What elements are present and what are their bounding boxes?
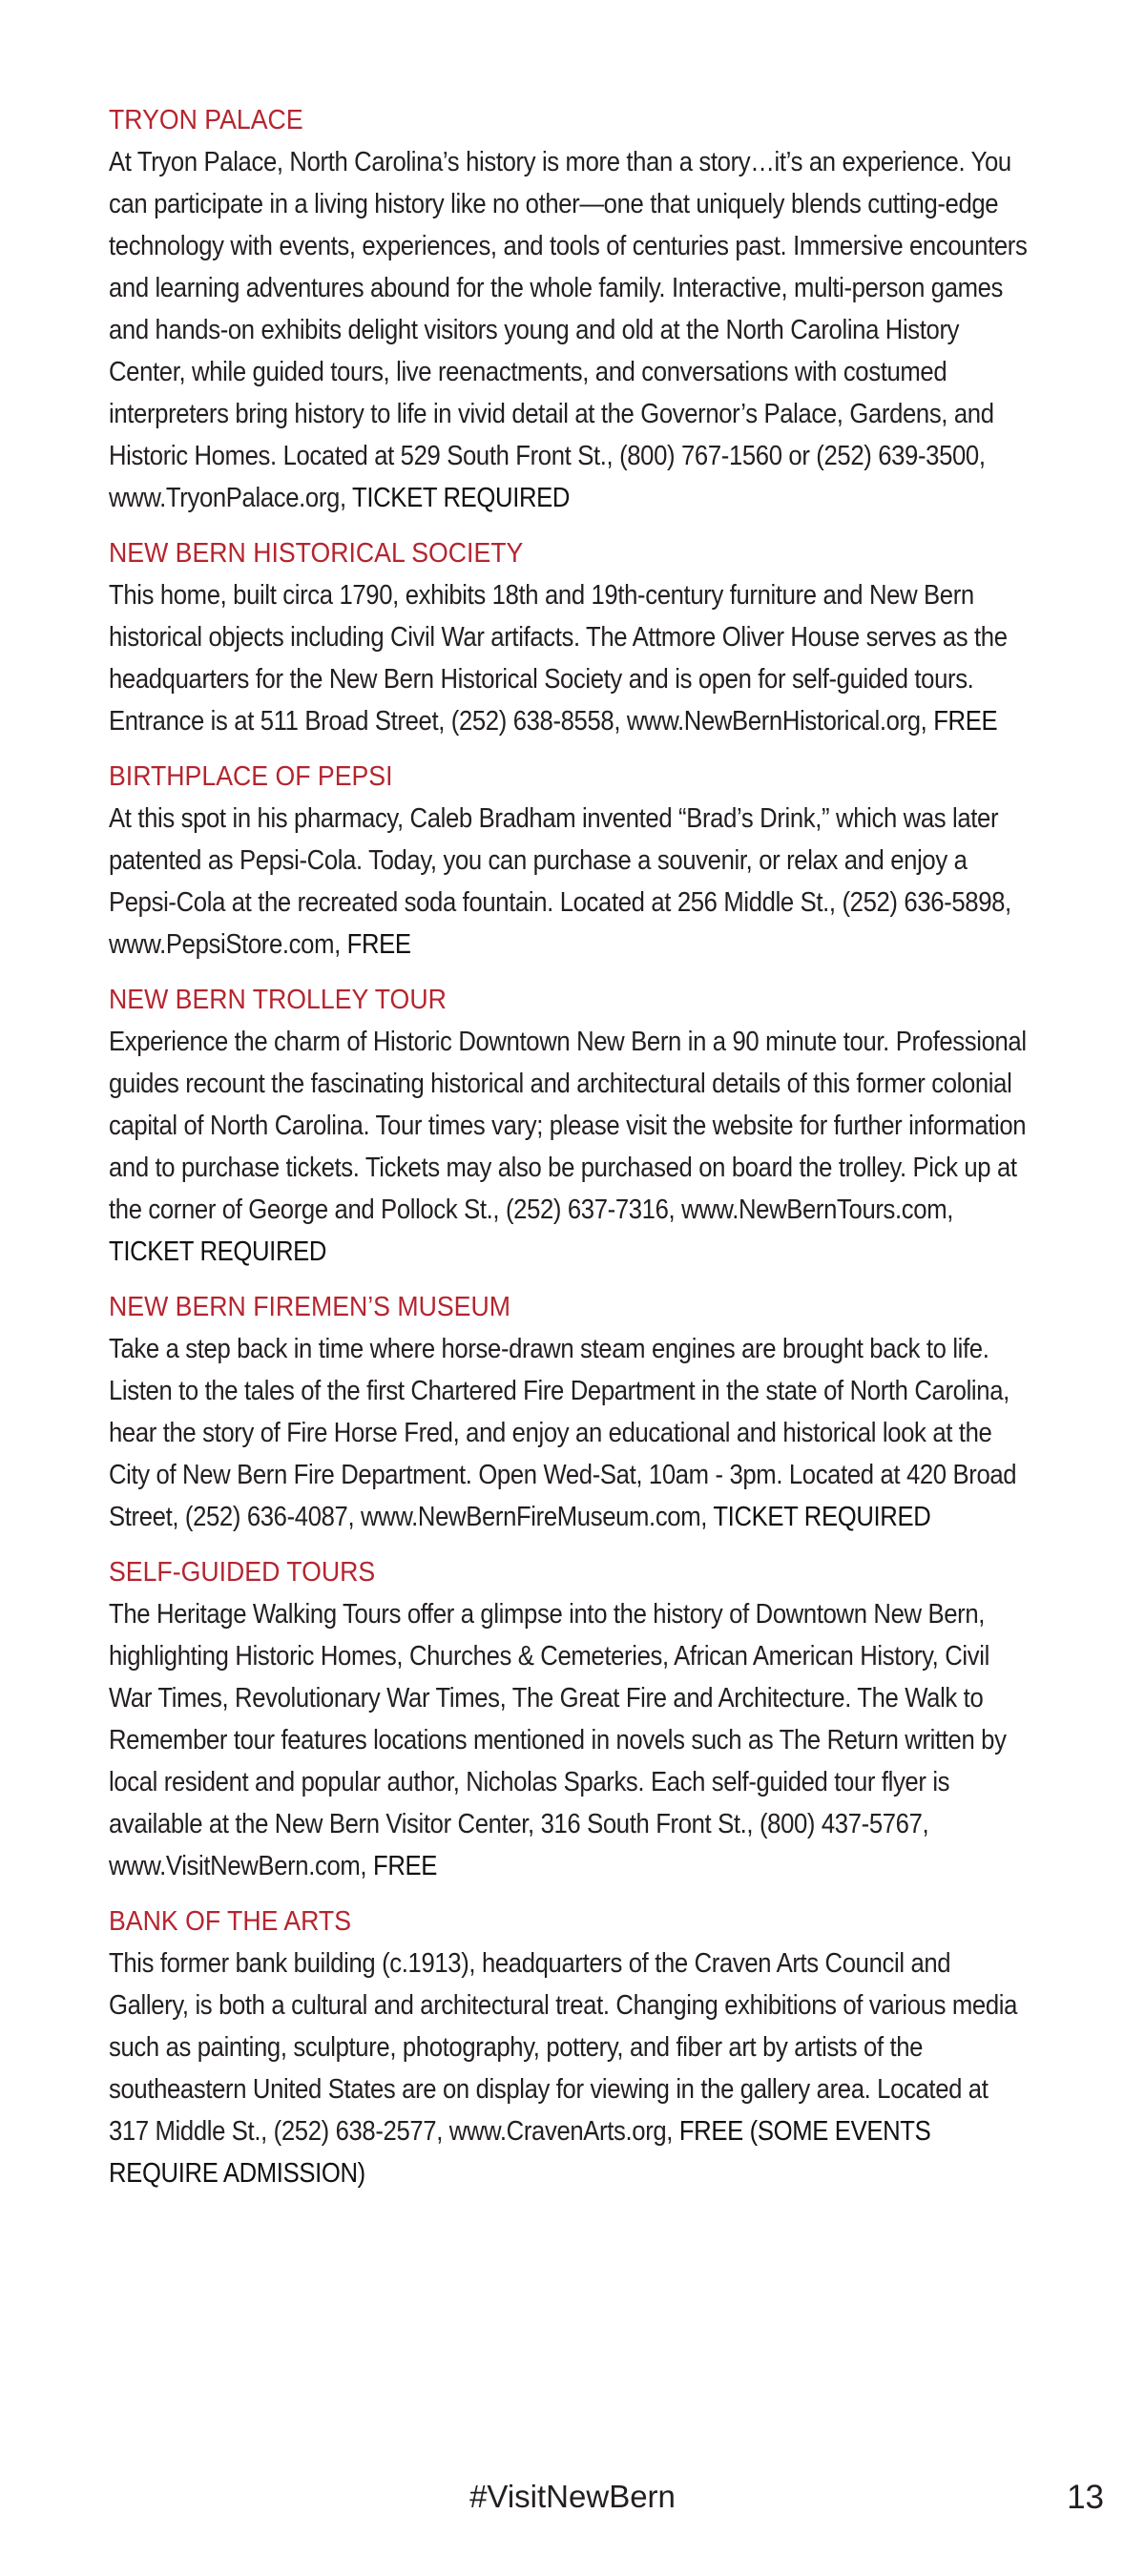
attraction-entry [109, 979, 1053, 1273]
attraction-title: BANK OF THE ARTS [109, 1906, 352, 1937]
attraction-title: NEW BERN TROLLEY TOUR [109, 985, 447, 1015]
page-number: 13 [1067, 2479, 1104, 2516]
admission-label: TICKET REQUIRED [352, 483, 571, 513]
attraction-description [109, 1942, 1030, 2194]
description-text: This former bank building (c.1913), headquarters of the Craven Arts Council and Gallery, is both a cultural and architectural treat. Changing exhibitions of various media such as painting, sculpture, photography, pottery, and fiber art by artists of the southeastern United States are on display for viewing in the gallery area. Located at 317 Middle St., (252) 638-2577, www.CravenArts.org, [109, 1948, 1018, 2147]
admission-label: FREE (SOME EVENTS REQUIRE ADMISSION) [109, 2116, 931, 2189]
attraction-description [109, 141, 1030, 519]
attraction-entry [109, 99, 1053, 519]
admission-label: FREE [346, 929, 411, 960]
attractions-list [109, 99, 1053, 2208]
description-text: Take a step back in time where horse-drawn steam engines are brought back to life. Listen to the tales of the first Chartered Fire Department in the state of North Carolina, hear the story of Fire Horse Fred, and enjoy an educational and historical look at the City of New Bern Fire Department. Open Wed-Sat, 10am - 3pm. Located at 420 Broad Street, (252) 636-4087, www.NewBernFireMuseum.com, [109, 1334, 1017, 1532]
attraction-title: NEW BERN HISTORICAL SOCIETY [109, 538, 524, 569]
description-text: The Heritage Walking Tours offer a glimpse into the history of Downtown New Bern, highlighting Historic Homes, Churches & Cemeteries, African American History, Civil War Times, Revolutionary War Times, The Great Fire and Architecture. The Walk to Remember tour features locations mentioned in novels such as The Return written by local resident and popular author, Nicholas Sparks. Each self-guided tour flyer is available at the New Bern Visitor Center, 316 South Front St., (800) 437-5767, www.VisitNewBern.com, [109, 1599, 1007, 1881]
attraction-title: BIRTHPLACE OF PEPSI [109, 761, 393, 792]
description-text: At Tryon Palace, North Carolina’s history is more than a story…it’s an experience. You can participate in a living history like no other—one that uniquely blends cutting-edge technology with events, experiences, and tools of centuries past. Immersive encounters and learning adventures abound for the whole family. Interactive, multi-person games and hands-on exhibits delight visitors young and old at the North Carolina History Center, while guided tours, live reenactments, and conversations with costumed interpreters bring history to life in vivid detail at the Governor’s Palace, Gardens, and Historic Homes. Located at 529 South Front St., (800) 767-1560 or (252) 639-3500, www.TryonPalace.org, [109, 147, 1028, 513]
attraction-description [109, 574, 1030, 742]
admission-label: FREE [933, 706, 998, 737]
admission-label: FREE [372, 1851, 438, 1881]
description-text: At this spot in his pharmacy, Caleb Bradham invented “Brad’s Drink,” which was later patented as Pepsi-Cola. Today, you can purchase a souvenir, or relax and enjoy a Pepsi-Cola at the recreated soda fountain. Located at 256 Middle St., (252) 636-5898, www.PepsiStore.com, [109, 803, 1011, 960]
attraction-entry [109, 756, 1053, 966]
attraction-description [109, 1593, 1030, 1887]
admission-label: TICKET REQUIRED [109, 1236, 327, 1267]
admission-label: TICKET REQUIRED [713, 1502, 931, 1532]
attraction-title: SELF-GUIDED TOURS [109, 1557, 376, 1588]
attraction-entry [109, 1286, 1053, 1538]
attraction-description [109, 1021, 1030, 1273]
attraction-description [109, 1328, 1030, 1538]
description-text: Experience the charm of Historic Downtown New Bern in a 90 minute tour. Professional guides recount the fascinating historical and architectural details of this former colonial capital of North Carolina. Tour times vary; please visit the website for further information and to purchase tickets. Tickets may also be purchased on board the trolley. Pick up at the corner of George and Pollock St., (252) 637-7316, www.NewBernTours.com, [109, 1027, 1027, 1225]
description-text: This home, built circa 1790, exhibits 18th and 19th-century furniture and New Bern historical objects including Civil War artifacts. The Attmore Oliver House serves as the headquarters for the New Bern Historical Society and is open for self-guided tours. Entrance is at 511 Broad Street, (252) 638-8558, www.NewBernHistorical.org, [109, 580, 1008, 737]
attraction-entry [109, 1901, 1053, 2194]
attraction-title: TRYON PALACE [109, 105, 303, 135]
attraction-entry [109, 532, 1053, 742]
attraction-description [109, 798, 1030, 966]
attraction-entry [109, 1551, 1053, 1887]
attraction-title: NEW BERN FIREMEN’S MUSEUM [109, 1292, 510, 1322]
footer-hashtag: #VisitNewBern [469, 2479, 676, 2514]
